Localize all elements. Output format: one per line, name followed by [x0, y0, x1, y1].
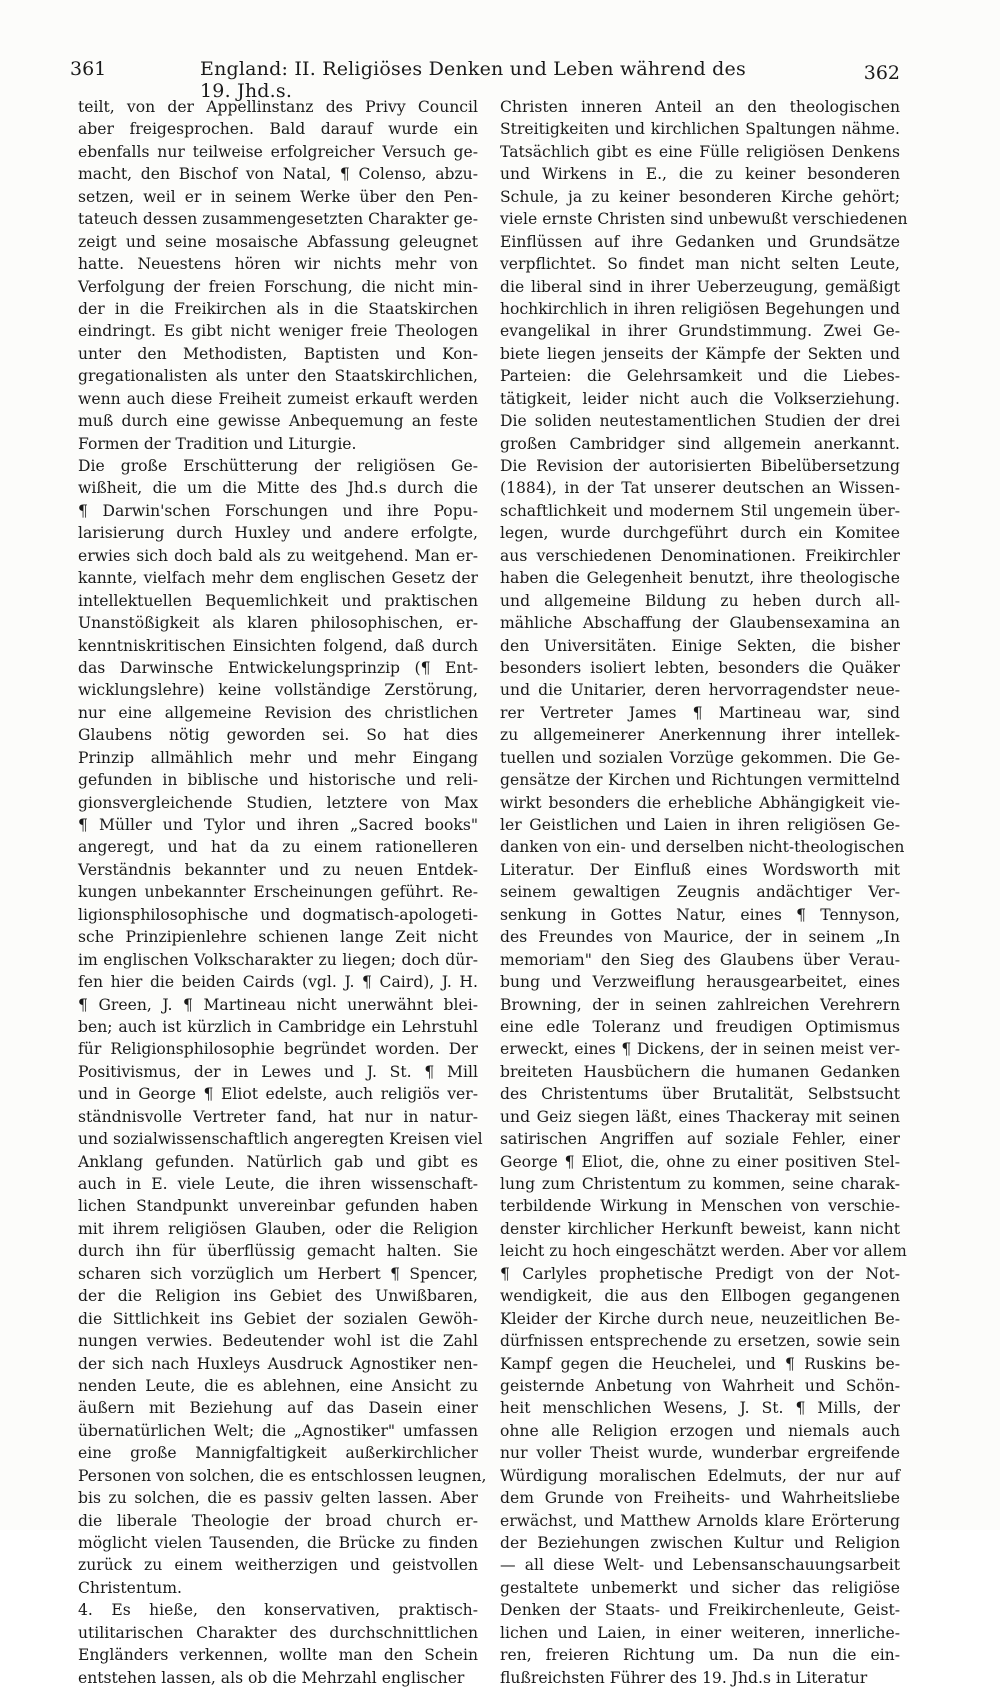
text-line: und sozialwissenschaftlich angeregten Kreisen viel: [78, 1130, 483, 1149]
text-line: Die soliden neutestamentlichen Studien der drei: [500, 412, 900, 431]
text-line: lichen und Laien, in einer weiteren, innerliche-: [500, 1623, 900, 1642]
text-line: erweckt, eines ¶ Dickens, der in seinen meist ver-: [500, 1040, 900, 1059]
text-line: Anklang gefunden. Natürlich gab und gibt es: [78, 1152, 478, 1171]
text-line: der Beziehungen zwischen Kultur und Religion: [500, 1534, 900, 1552]
text-line: evangelikal in ihrer Grundstimmung. Zwei Ge-: [500, 322, 900, 341]
text-line: Tatsächlich gibt es eine Fülle religiösen Denkens: [500, 142, 900, 161]
text-line: memoriam" den Sieg des Glaubens über Verau-: [500, 950, 900, 969]
text-line: scharen sich vorzüglich um Herbert ¶ Spencer,: [78, 1264, 478, 1283]
text-line: der sich nach Huxleys Ausdruck Agnostiker nen-: [78, 1354, 478, 1373]
text-line: die liberal sind in ihrer Ueberzeugung, gemäßigt: [500, 277, 900, 296]
text-line: Christentum.: [78, 1578, 183, 1597]
text-line: legen, wurde durchgeführt durch ein Komitee: [500, 524, 900, 543]
text-line: eindringt. Es gibt nicht weniger freie Theologen: [78, 322, 478, 341]
text-line: danken von ein- und derselben nicht-theologischen: [500, 838, 905, 857]
text-line: intellektuellen Bequemlichkeit und praktischen: [78, 591, 478, 610]
text-line: Formen der Tradition und Liturgie.: [78, 434, 357, 453]
text-line: Einflüssen auf ihre Gedanken und Grundsätze: [500, 232, 900, 251]
text-line: angeregt, und hat da zu einem rationelleren: [78, 838, 478, 857]
text-line: ¶ Carlyles prophetische Predigt von der Not-: [500, 1264, 900, 1283]
text-line: seinem gewaltigen Zeugnis andächtiger Ver-: [500, 883, 900, 902]
text-line: heit menschlichen Wesens, J. St. ¶ Mills, der: [500, 1399, 900, 1418]
text-line: larisierung durch Huxley und andere erfolgte,: [78, 524, 478, 543]
text-line: übernatürlichen Welt; die „Agnostiker" umfassen: [78, 1421, 478, 1440]
text-line: (1884), in der Tat unserer deutschen an Wissen-: [500, 479, 900, 498]
text-line: und Geiz siegen läßt, eines Thackeray mit seinen: [500, 1107, 900, 1126]
text-line: für Religionsphilosophie begründet worden. Der: [78, 1040, 478, 1059]
text-line: ben; auch ist kürzlich in Cambridge ein Lehrstuhl: [78, 1017, 478, 1036]
text-line: Personen von solchen, die es entschlossen leugnen,: [78, 1466, 487, 1485]
text-line: der die Religion ins Gebiet des Unwißbaren,: [78, 1287, 478, 1306]
text-line: geisternde Anbetung von Wahrheit und Schön-: [500, 1376, 900, 1395]
text-line: zu allgemeinerer Anerkennung ihrer intellek-: [500, 726, 900, 745]
text-line: großen Cambridger sind allgemein anerkannt.: [500, 434, 900, 453]
text-line: zurück zu einem weitherzigen und geistvollen: [78, 1556, 478, 1575]
text-line: Kampf gegen die Heuchelei, und ¶ Ruskins be-: [500, 1354, 900, 1373]
text-line: gionsvergleichende Studien, letztere von Max: [78, 793, 478, 812]
text-line: ligionsphilosophische und dogmatisch-apologeti-: [78, 905, 478, 924]
text-line: und Wirkens in E., die zu keiner besonderen: [500, 165, 900, 184]
text-line: zeigt und seine mosaische Abfassung geleugnet: [78, 232, 478, 251]
text-line: Browning, der in seinen zahlreichen Verehrern: [500, 995, 900, 1014]
text-line: ebenfalls nur teilweise erfolgreicher Versuch ge-: [78, 142, 478, 161]
text-line: den Universitäten. Einige Sekten, die bisher: [500, 636, 900, 655]
text-line: schaftlichkeit und modernem Stil ungemein über-: [500, 501, 900, 520]
text-line: tuellen und sozialen Vorzüge gekommen. Die Ge-: [500, 748, 900, 767]
text-line: hochkirchlich in ihren religiösen Begehungen und: [500, 299, 900, 318]
text-line: — all diese Welt- und Lebensanschauungsarbeit: [500, 1556, 900, 1575]
text-line: wirkt besonders die erhebliche Abhängigkeit vie-: [500, 793, 900, 812]
text-line: wenn auch diese Freiheit zumeist erkauft werden: [78, 389, 478, 408]
text-line: leicht zu hoch eingeschätzt werden. Aber vor allem: [500, 1242, 907, 1261]
text-line: fen hier die beiden Cairds (vgl. J. ¶ Caird), J. H.: [78, 973, 478, 992]
text-line: terbildende Wirkung in Menschen von verschie-: [500, 1197, 900, 1216]
text-line: Kleider der Kirche durch neue, neuzeitlichen Be-: [500, 1309, 900, 1328]
text-line: nur voller Theist wurde, wunderbar ergreifende: [500, 1444, 900, 1463]
right-text-column: [500, 96, 908, 1689]
text-line: dem Grunde von Freiheits- und Wahrheitsliebe: [500, 1489, 900, 1508]
text-line: dürfnissen entsprechende zu ersetzen, sowie sein: [500, 1332, 900, 1351]
running-title: England: II. Religiöses Denken und Leben während des 19. Jhd.s.: [200, 58, 746, 102]
text-line: macht, den Bischof von Natal, ¶ Colenso, abzu-: [78, 165, 478, 184]
text-line: und die Unitarier, deren hervorragendster neue-: [500, 681, 900, 700]
text-line: ren, freieren Richtung um. Da nun die ein-: [500, 1646, 900, 1665]
text-line: Verfolgung der freien Forschung, die nicht min-: [78, 277, 478, 296]
text-line: rer Vertreter James ¶ Martineau war, sind: [500, 703, 900, 722]
text-line: bis zu solchen, die es passiv gelten lassen. Aber: [78, 1489, 478, 1508]
text-line: bung und Verzweiflung herausgearbeitet, eines: [500, 973, 900, 992]
text-line: eine große Mannigfaltigkeit außerkirchlicher: [78, 1444, 478, 1463]
page-number-left: 361: [70, 58, 107, 80]
page-number-right: 362: [863, 62, 900, 84]
text-line: tätigkeit, leider nicht auch die Volkserziehung.: [500, 389, 900, 408]
text-line: setzen, weil er in seinem Werke über den Pen-: [78, 187, 478, 206]
text-line: Die Revision der autorisierten Bibelübersetzung: [500, 457, 900, 475]
text-line: eine edle Toleranz und freudigen Optimismus: [500, 1017, 900, 1036]
text-line: entstehen lassen, als ob die Mehrzahl englischer: [78, 1668, 465, 1687]
text-line: äußern mit Beziehung auf das Dasein einer: [78, 1399, 478, 1418]
text-line: hatte. Neuestens hören wir nichts mehr von: [78, 255, 478, 274]
text-line: denster kirchlicher Herkunft beweist, kann nicht: [500, 1219, 900, 1238]
text-line: Die große Erschütterung der religiösen Ge-: [78, 457, 478, 475]
text-line: aus verschiedenen Denominationen. Freikirchler: [500, 546, 900, 565]
text-line: flußreichsten Führer des 19. Jhd.s in Literatur: [500, 1668, 868, 1687]
text-line: der in die Freikirchen als in die Staatskirchen: [78, 299, 478, 318]
text-line: des Freundes von Maurice, der in seinem „In: [500, 928, 900, 947]
text-line: aber freigesprochen. Bald darauf wurde ein: [78, 120, 478, 139]
text-line: ohne alle Religion erzogen und niemals auch: [500, 1421, 900, 1440]
text-line: und in George ¶ Eliot edelste, auch religiös ver-: [78, 1085, 478, 1104]
text-line: des Christentums über Brutalität, Selbstsucht: [500, 1085, 900, 1104]
text-line: erwies sich doch bald als zu weitgehend. Man er-: [78, 546, 478, 565]
text-line: gefunden in biblische und historische und reli-: [78, 771, 478, 790]
text-line: wicklungslehre) keine vollständige Zerstörung,: [78, 681, 478, 700]
text-line: Denken der Staats- und Freikirchenleute, Geist-: [500, 1601, 900, 1620]
text-line: nenden Leute, die es ablehnen, eine Ansicht zu: [78, 1376, 478, 1395]
text-line: die liberale Theologie der broad church er-: [78, 1511, 478, 1530]
running-header: [70, 58, 900, 102]
text-line: viele ernste Christen sind unbewußt verschiedenen: [500, 210, 908, 229]
text-line: Unanstößigkeit als klaren philosophischen, er-: [78, 614, 478, 633]
text-line: unter den Methodisten, Baptisten und Kon-: [78, 344, 478, 363]
text-line: durch ihn für überflüssig gemacht halten. Sie: [78, 1242, 478, 1261]
text-line: muß durch eine gewisse Anbequemung an feste: [78, 412, 478, 431]
text-line: besonders isoliert lebten, besonders die Quäker: [500, 658, 900, 677]
text-line: die Sittlichkeit ins Gebiet der sozialen Gewöh-: [78, 1309, 478, 1328]
text-line: lichen Standpunkt unvereinbar gefunden haben: [78, 1197, 478, 1216]
text-line: Streitigkeiten und kirchlichen Spaltungen nähme.: [500, 120, 900, 139]
text-line: Glaubens nötig geworden sei. So hat dies: [78, 726, 478, 745]
text-line: ¶ Müller und Tylor und ihren „Sacred books": [78, 816, 478, 834]
text-line: teilt, von der Appellinstanz des Privy Council: [78, 98, 478, 116]
text-line: ler Geistlichen und Laien in ihren religiösen Ge-: [500, 816, 900, 834]
text-line: kannte, vielfach mehr dem englischen Gesetz der: [78, 569, 478, 588]
text-line: biete liegen jenseits der Kämpfe der Sekten und: [500, 344, 900, 363]
text-line: Würdigung moralischen Edelmuts, der nur auf: [500, 1466, 900, 1485]
text-line: möglicht vielen Tausenden, die Brücke zu finden: [78, 1534, 478, 1552]
text-line: im englischen Volkscharakter zu liegen; doch dür-: [78, 950, 478, 969]
text-line: nungen verwies. Bedeutender wohl ist die Zahl: [78, 1332, 478, 1351]
text-line: erwächst, und Matthew Arnolds klare Erörterung: [500, 1511, 900, 1530]
text-line: gregationalisten als unter den Staatskirchlichen,: [78, 367, 478, 386]
text-line: breiteten Hausbüchern die humanen Gedanken: [500, 1062, 900, 1081]
text-line: wißheit, die um die Mitte des Jhd.s durch die: [78, 479, 478, 498]
text-line: utilitarischen Charakter des durchschnittlichen: [78, 1623, 478, 1642]
text-line: das Darwinsche Entwickelungsprinzip (¶ Ent-: [78, 658, 478, 677]
left-text-column: [78, 96, 487, 1689]
text-line: lung zum Christentum zu kommen, seine charak-: [500, 1175, 900, 1193]
text-line: mit ihrem religiösen Glauben, oder die Religion: [78, 1219, 478, 1238]
text-line: senkung in Gottes Natur, eines ¶ Tennyson,: [500, 905, 900, 924]
text-line: George ¶ Eliot, die, ohne zu einer positiven Stel-: [500, 1152, 900, 1171]
text-line: mähliche Abschaffung der Glaubensexamina an: [500, 614, 900, 633]
text-line: Verständnis bekannter und zu neuen Entdek-: [78, 860, 478, 879]
text-line: Prinzip allmählich mehr und mehr Eingang: [78, 748, 478, 767]
text-line: ¶ Green, J. ¶ Martineau nicht unerwähnt blei-: [78, 995, 478, 1014]
text-line: Positivismus, der in Lewes und J. St. ¶ Mill: [78, 1062, 478, 1081]
text-line: tateuch dessen zusammengesetzten Charakter ge-: [78, 210, 478, 229]
text-line: Literatur. Der Einfluß eines Wordsworth mit: [500, 860, 900, 879]
text-line: nur eine allgemeine Revision des christlichen: [78, 703, 478, 722]
text-line: verpflichtet. So findet man nicht selten Leute,: [500, 255, 900, 274]
text-line: kungen unbekannter Erscheinungen geführt. Re-: [78, 883, 478, 902]
text-line: haben die Gelegenheit benutzt, ihre theologische: [500, 569, 900, 588]
text-line: satirischen Angriffen auf soziale Fehler, einer: [500, 1130, 900, 1149]
text-line: Parteien: die Gelehrsamkeit und die Liebes-: [500, 367, 900, 386]
text-line: Schule, ja zu keiner besonderen Kirche gehört;: [500, 187, 900, 206]
text-line: 4. Es hieße, den konservativen, praktisch-: [78, 1601, 478, 1620]
text-line: sche Prinzipienlehre schienen lange Zeit nicht: [78, 928, 478, 947]
text-line: ¶ Darwin'schen Forschungen und ihre Popu-: [78, 501, 478, 520]
text-line: auch in E. viele Leute, die ihren wissenschaft-: [78, 1175, 478, 1193]
text-line: und allgemeine Bildung zu heben durch all-: [500, 591, 900, 610]
text-line: Engländers verkennen, wollte man den Schein: [78, 1646, 478, 1665]
text-line: gestaltete unbemerkt und sicher das religiöse: [500, 1578, 900, 1597]
text-line: gensätze der Kirchen und Richtungen vermittelnd: [500, 771, 900, 790]
text-line: Christen inneren Anteil an den theologischen: [500, 98, 900, 116]
text-line: kenntniskritischen Einsichten folgend, daß durch: [78, 636, 478, 655]
text-line: wendigkeit, die aus den Ellbogen gegangenen: [500, 1287, 900, 1306]
text-line: ständnisvolle Vertreter fand, hat nur in natur-: [78, 1107, 478, 1126]
